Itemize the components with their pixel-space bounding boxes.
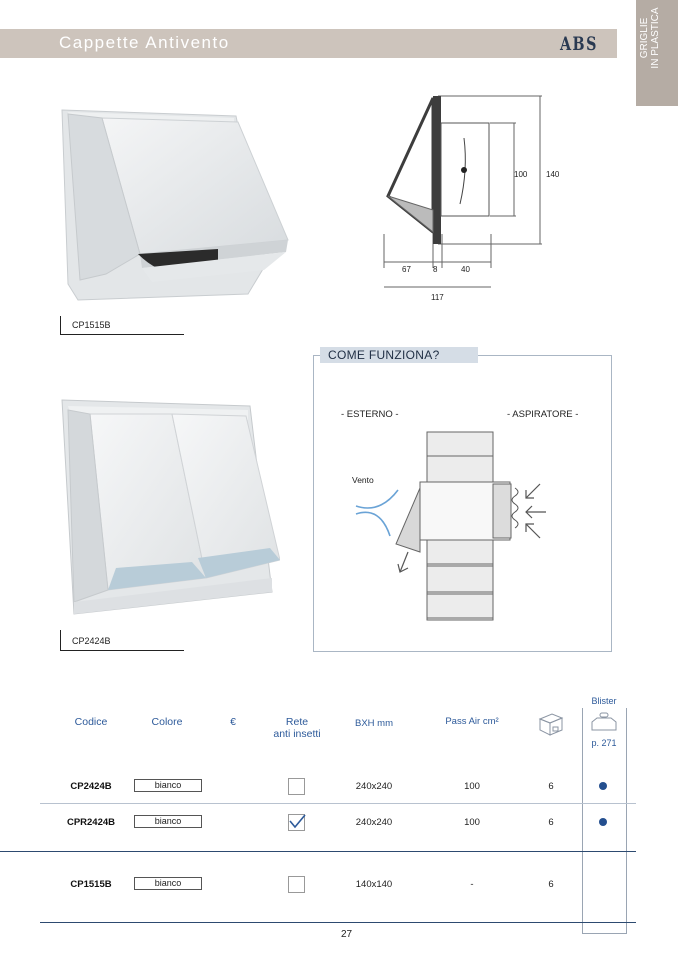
row-divider [40,803,636,804]
caption-underline [60,334,184,335]
row-3-code: CP1515B [70,879,112,890]
row-1-qty: 6 [548,781,554,792]
header-blister: Blister [591,696,617,706]
caption-divider [60,630,61,650]
row-1-color: bianco [134,779,202,792]
row-3-color: bianco [134,877,202,890]
row-1-air: 100 [464,781,480,792]
header-rete-line-2: anti insetti [273,728,321,740]
material-label: ABS [560,33,598,55]
row-2-size: 240x240 [355,817,393,828]
cp2424b-caption: CP2424B [72,636,111,646]
caption-underline [60,650,184,651]
side-tab-label [639,0,661,88]
row-2-color: bianco [134,815,202,828]
header-rete-line-1: Rete [285,716,309,728]
row-3-air: - [470,879,474,890]
row-3-size: 140x140 [355,879,393,890]
box-quantity-icon [538,711,564,737]
table-bottom-line [40,922,636,923]
caption-divider [60,316,61,334]
section-divider [0,851,636,852]
header-codice: Codice [74,716,108,728]
dim-40: 40 [461,265,470,274]
page-title: Cappette Antivento [59,33,230,52]
row-3-qty: 6 [548,879,554,890]
row-3-net-checkbox [288,876,305,893]
row-1-net-checkbox [288,778,305,795]
page-number: 27 [341,929,353,940]
blister-hook-icon [590,712,618,732]
side-tab-line-1: GRIGLIE [639,17,650,59]
header-rete [262,716,332,740]
row-1-blister-dot [599,782,607,790]
row-2-qty: 6 [548,817,554,828]
header-euro: € [230,716,236,728]
row-1-code: CP2424B [70,781,112,792]
cp1515b-caption: CP1515B [72,320,111,330]
how-it-works-title: COME FUNZIONA? [328,348,440,362]
fan-label: - ASPIRATORE - [507,409,579,420]
header-bxh: BXH mm [355,718,393,729]
technical-drawing [374,92,574,307]
outside-label: - ESTERNO - [341,409,399,420]
side-tab-line-2: IN PLASTICA [650,7,661,69]
header-pass-air: Pass Air cm² [445,716,499,727]
row-2-blister-dot [599,818,607,826]
dim-117: 117 [431,293,444,302]
dim-100: 100 [514,170,528,179]
check-icon [287,812,307,830]
blister-page-ref: p. 271 [591,738,617,748]
cp2424b-product-image [60,398,280,616]
row-1-size: 240x240 [355,781,393,792]
row-2-code: CPR2424B [66,817,116,828]
dim-67: 67 [402,265,411,274]
airflow-diagram [350,428,555,624]
wind-label: Vento [352,475,374,485]
cp1515b-product-image [58,104,294,304]
row-2-air: 100 [464,817,480,828]
dim-8: 8 [433,265,438,274]
dim-140: 140 [546,170,560,179]
header-colore: Colore [151,716,183,728]
